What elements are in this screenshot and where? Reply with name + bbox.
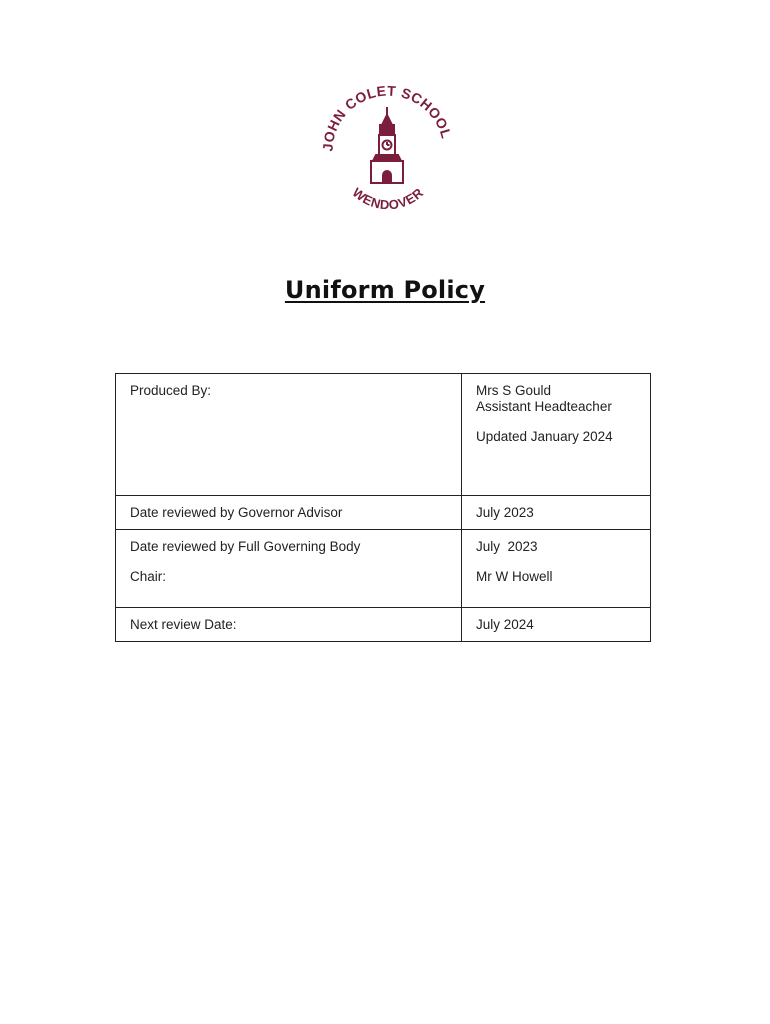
table-row xyxy=(116,608,651,642)
full-governing-body-values xyxy=(462,530,651,608)
governor-advisor-label: Date reviewed by Governor Advisor xyxy=(116,496,462,530)
produced-by-label: Produced By: xyxy=(116,374,462,496)
logo-text-top: JOHN COLET SCHOOL xyxy=(319,85,455,152)
full-governing-body-cell xyxy=(116,530,462,608)
page-title: Uniform Policy xyxy=(284,276,486,304)
produced-by-value xyxy=(462,374,651,496)
full-governing-body-date: July 2023 xyxy=(476,539,538,554)
policy-info-table xyxy=(115,373,651,642)
next-review-label: Next review Date: xyxy=(116,608,462,642)
svg-text:WENDOVER xyxy=(350,185,427,213)
next-review-value: July 2024 xyxy=(462,608,651,642)
clock-tower-icon xyxy=(371,107,403,183)
updated-date: Updated January 2024 xyxy=(476,429,613,444)
logo-text-bottom: WENDOVER xyxy=(349,184,427,213)
table-row xyxy=(116,530,651,608)
author-role: Assistant Headteacher xyxy=(476,399,612,414)
author-name: Mrs S Gould xyxy=(476,383,552,398)
table-row xyxy=(116,496,651,530)
governor-advisor-value: July 2023 xyxy=(462,496,651,530)
table-row xyxy=(116,374,651,496)
full-governing-body-label: Date reviewed by Full Governing Body xyxy=(130,539,361,554)
school-logo xyxy=(315,85,460,220)
chair-label: Chair: xyxy=(130,569,167,584)
chair-name: Mr W Howell xyxy=(476,569,553,584)
